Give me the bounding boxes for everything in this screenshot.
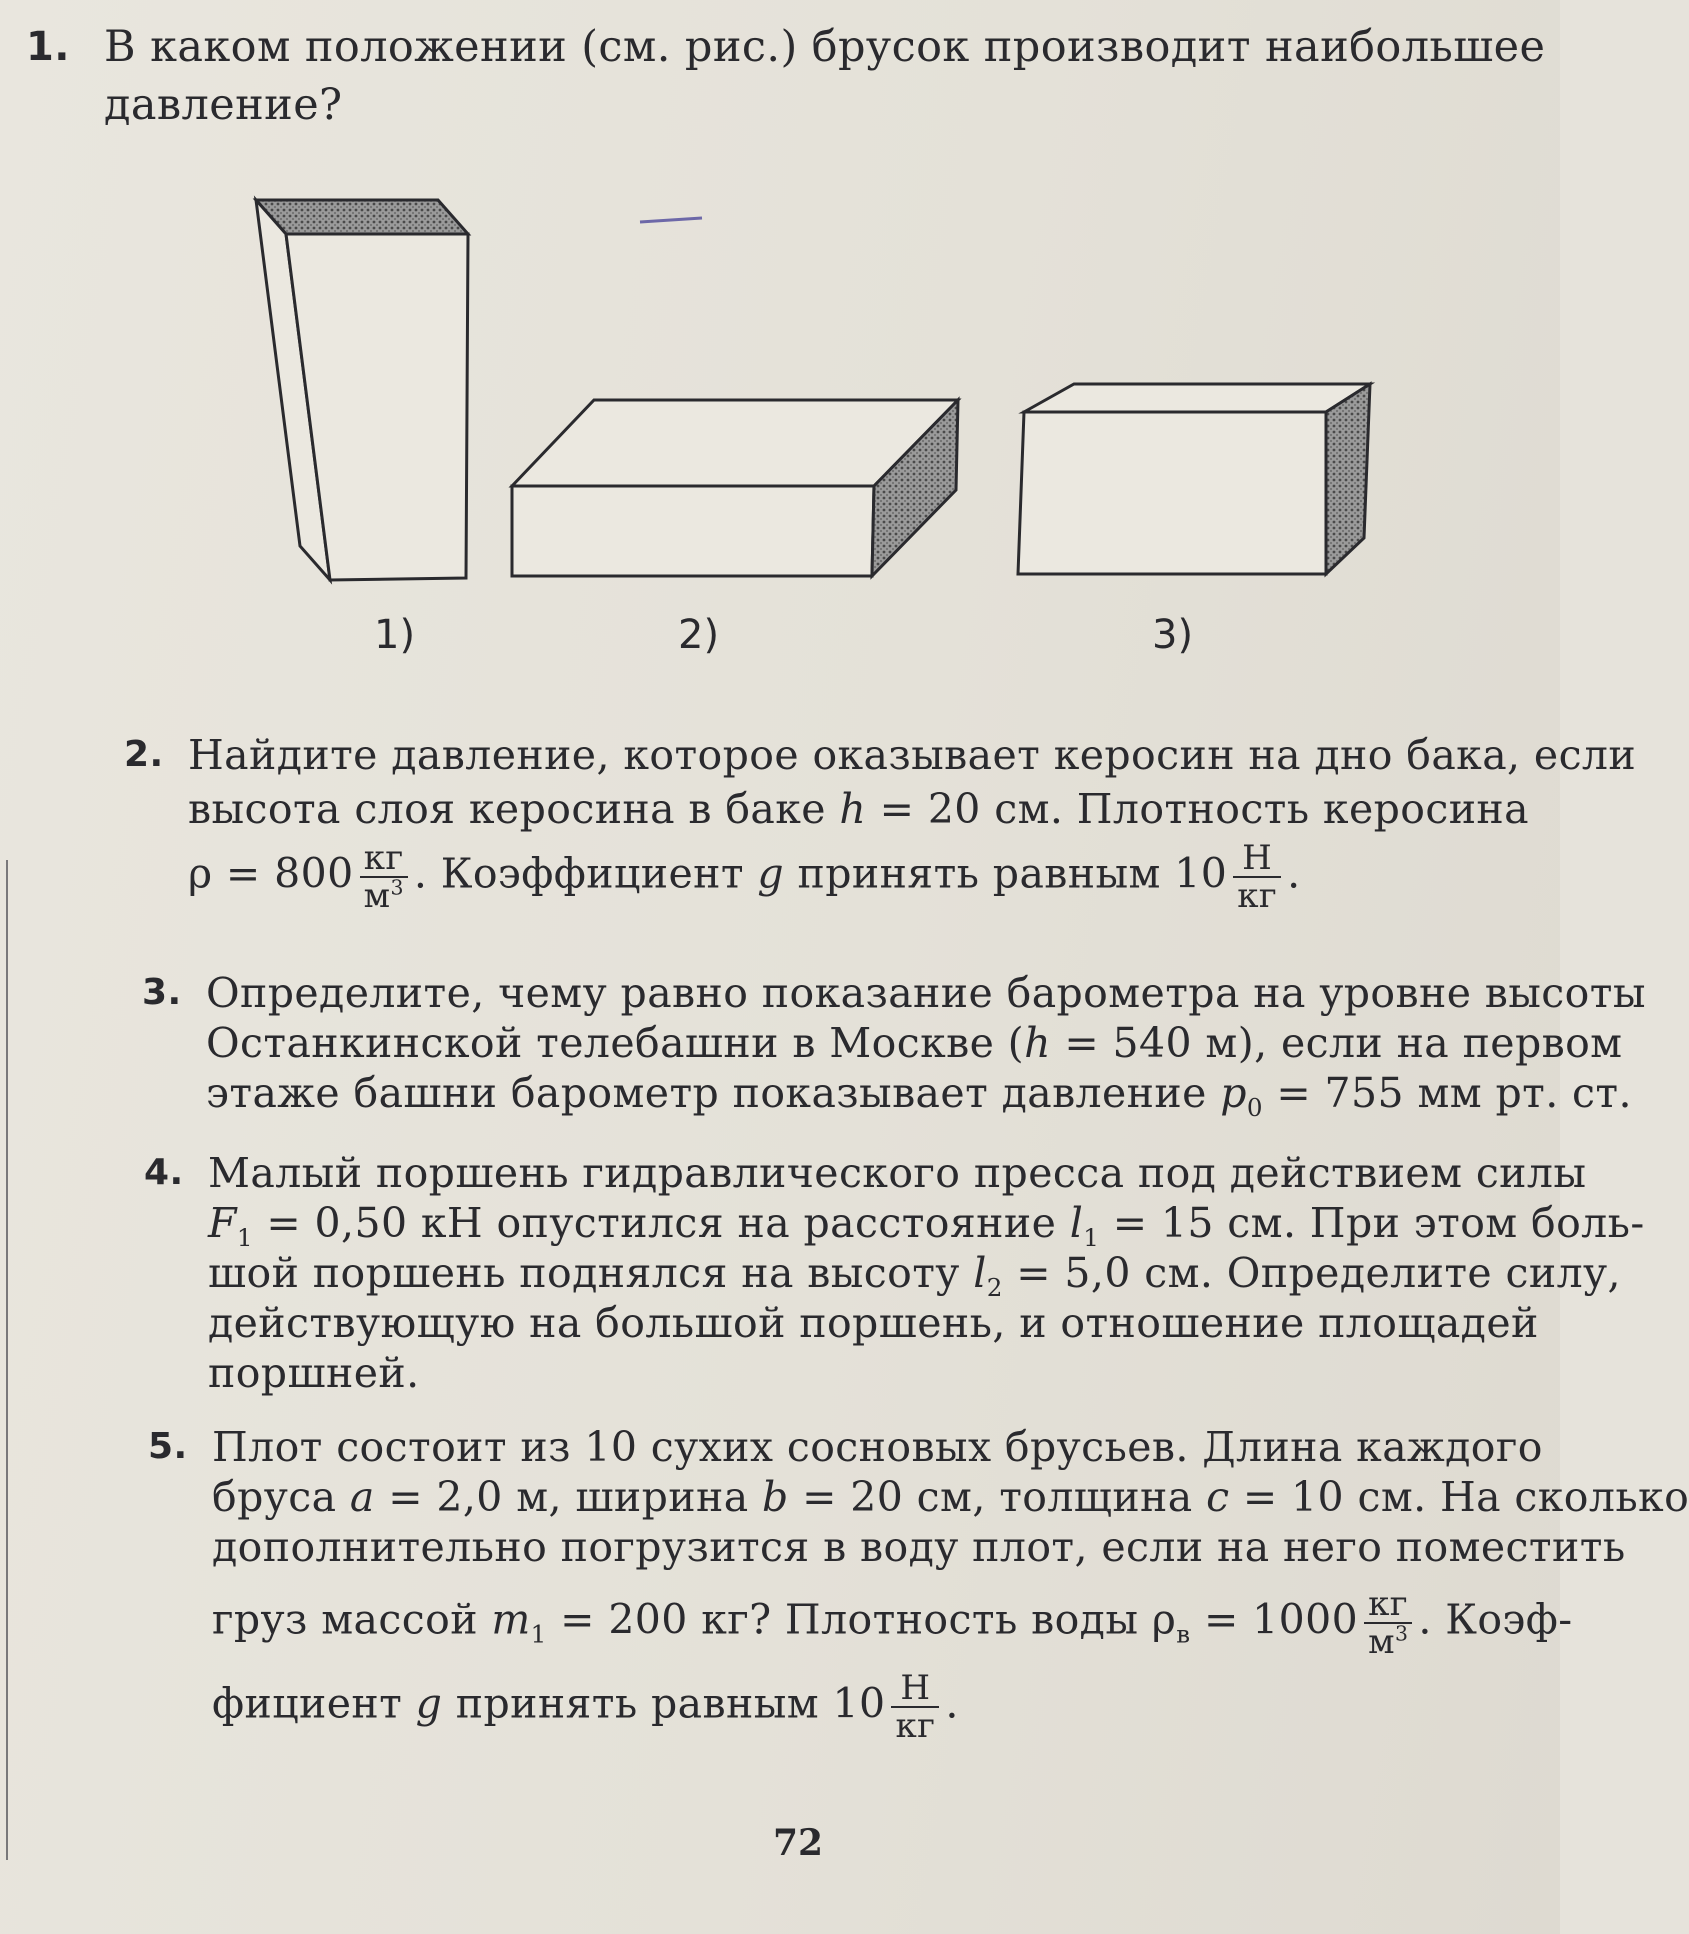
task-4-line-2 <box>208 1198 1645 1253</box>
var-g: g <box>757 849 785 898</box>
text: этаже башни барометр показывает давление <box>206 1069 1221 1117</box>
frac-bottom: кг <box>1237 876 1278 916</box>
task-3-line-3 <box>206 1068 1632 1123</box>
task-4-line-1: Малый поршень гидравлического пресса под действием силы <box>208 1149 1587 1197</box>
unit-n-per-kg <box>1233 840 1281 914</box>
task-number: 5. <box>148 1426 188 1467</box>
task-5-line-2 <box>212 1472 1689 1522</box>
text: бруса <box>212 1473 350 1521</box>
task-4-line-4: действующую на большой поршень, и отношение площадей <box>208 1299 1539 1347</box>
var-p: p <box>1220 1069 1247 1117</box>
task-2-line-1: Найдите давление, которое оказывает керосин на дно бака, если <box>188 731 1637 779</box>
text: . Коэф- <box>1418 1595 1573 1644</box>
frac-bottom <box>360 875 408 916</box>
text: = 2,0 м, ширина <box>374 1473 762 1521</box>
figure-label-1: 1) <box>374 612 416 658</box>
var-h: h <box>839 785 867 833</box>
text: = 15 см. При этом боль- <box>1099 1199 1645 1247</box>
var-m: m <box>491 1595 531 1644</box>
text: = 20 см. Плотность керосина <box>866 785 1529 833</box>
task-1-line-1: В каком положении (см. рис.) брусок производит наибольшее <box>104 22 1546 72</box>
text: = 540 м), если на первом <box>1050 1019 1623 1067</box>
figure-label-2: 2) <box>678 612 720 658</box>
exponent: 3 <box>390 875 404 900</box>
text: = 200 кг? Плотность воды ρ <box>546 1595 1177 1644</box>
block-2-lying <box>512 400 958 576</box>
text: груз массой <box>212 1595 492 1644</box>
subscript: 1 <box>236 1223 253 1253</box>
task-5 <box>148 1422 1689 1746</box>
frac-top: кг <box>360 840 408 878</box>
margin-line <box>6 860 8 1860</box>
var-g: g <box>415 1679 443 1728</box>
text: принять равным 10 <box>442 1679 886 1728</box>
subscript: в <box>1176 1619 1191 1649</box>
text: . <box>1287 849 1301 898</box>
subscript: 2 <box>986 1273 1003 1303</box>
task-2 <box>124 730 1637 916</box>
frac-top: Н <box>1233 840 1281 878</box>
subscript: 1 <box>530 1619 547 1649</box>
task-5-line-1: Плот состоит из 10 сухих сосновых брусьев. Длина каждого <box>212 1423 1543 1471</box>
task-5-line-4 <box>212 1584 1573 1662</box>
text: фициент <box>212 1679 416 1728</box>
task-1 <box>26 18 1546 134</box>
text: шой поршень поднялся на высоту <box>208 1249 974 1297</box>
task-number: 3. <box>142 972 182 1013</box>
page-number: 72 <box>773 1822 824 1864</box>
task-3-line-2 <box>206 1018 1623 1068</box>
text: = 10 см. На сколько <box>1229 1473 1689 1521</box>
task-4-line-3 <box>208 1248 1621 1303</box>
block-1-standing <box>256 200 468 580</box>
frac-bottom <box>1364 1621 1412 1662</box>
text: = 755 мм рт. ст. <box>1262 1069 1632 1117</box>
task-1-line-2: давление? <box>104 80 343 130</box>
figure-label-3: 3) <box>1152 612 1194 658</box>
frac-top: Н <box>891 1670 939 1708</box>
var-c: c <box>1206 1473 1230 1521</box>
task-5-line-3: дополнительно погрузится в воду плот, если на него поместить <box>212 1523 1626 1571</box>
subscript: 1 <box>1083 1223 1100 1253</box>
text: Останкинской телебашни в Москве ( <box>206 1019 1025 1067</box>
text: = 1000 <box>1190 1595 1359 1644</box>
text: м <box>363 876 391 916</box>
blocks-figure <box>0 160 1637 780</box>
var-a: a <box>349 1473 375 1521</box>
task-number: 1. <box>26 24 70 70</box>
text: = 5,0 см. Определите силу, <box>1002 1249 1621 1297</box>
exponent: 3 <box>1394 1621 1409 1646</box>
var-h: h <box>1024 1019 1051 1067</box>
unit-kg-per-m3 <box>360 840 408 914</box>
text: = 20 см, толщина <box>788 1473 1207 1521</box>
var-b: b <box>762 1473 789 1521</box>
text: . <box>945 1679 959 1728</box>
task-5-line-5 <box>212 1670 1460 1744</box>
subscript: 0 <box>1246 1093 1263 1123</box>
text: ρ = 800 <box>188 849 354 898</box>
task-2-line-3 <box>188 840 1470 914</box>
text: принять равным 10 <box>784 849 1228 898</box>
text: . Коэффициент <box>413 849 758 898</box>
task-2-line-2 <box>188 784 1529 834</box>
block-3-on-side <box>1018 384 1370 574</box>
task-3 <box>142 968 1646 1123</box>
task-4 <box>144 1148 1645 1398</box>
text: м <box>1368 1622 1395 1662</box>
var-l: l <box>1069 1199 1084 1247</box>
unit-kg-per-m3 <box>1364 1586 1412 1660</box>
task-number: 4. <box>144 1152 184 1193</box>
pen-mark <box>640 218 702 222</box>
task-4-line-5: поршней. <box>208 1349 420 1397</box>
frac-bottom: кг <box>895 1706 936 1746</box>
frac-top: кг <box>1364 1586 1412 1624</box>
task-number: 2. <box>124 734 164 775</box>
var-f: F <box>208 1199 237 1247</box>
text: высота слоя керосина в баке <box>188 785 840 833</box>
unit-n-per-kg <box>891 1670 939 1744</box>
text: = 0,50 кН опустился на расстояние <box>252 1199 1070 1247</box>
var-l: l <box>973 1249 987 1297</box>
task-3-line-1: Определите, чему равно показание барометра на уровне высоты <box>206 969 1646 1017</box>
